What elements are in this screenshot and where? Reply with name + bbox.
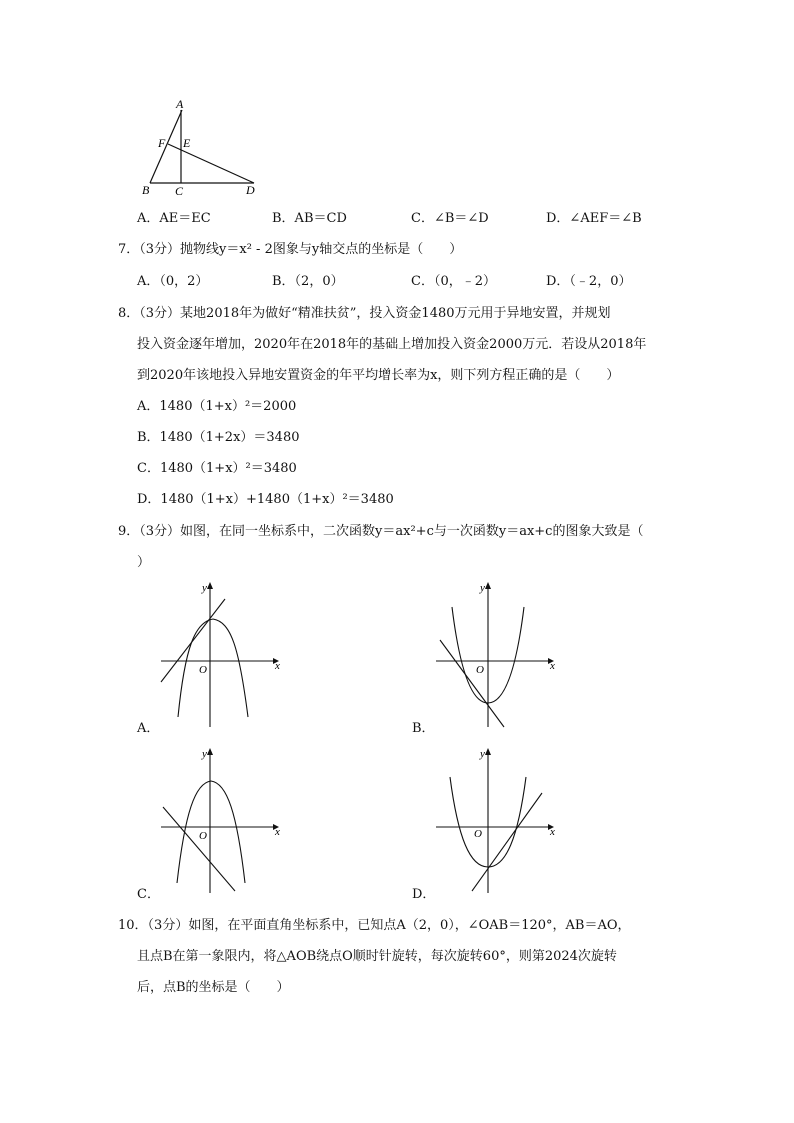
q6-option-b[interactable]: B．AB＝CD [272, 211, 347, 226]
graph-option-d[interactable] [432, 743, 562, 899]
graph-option-c[interactable] [155, 743, 285, 899]
question-10-line-1: 10．（3分）如图，在平面直角坐标系中，已知点A（2，0），∠OAB＝120°，AB＝AO， [118, 918, 631, 933]
origin-label: O [476, 664, 484, 676]
triangle-figure-q6 [138, 96, 268, 200]
axis-x-label: x [550, 826, 555, 838]
q9-option-d-label[interactable]: D． [412, 887, 436, 902]
q7-option-b[interactable]: B．（2，0） [272, 274, 344, 289]
question-9-line-2: ） [137, 555, 151, 570]
axis-y-label: y [202, 748, 207, 760]
question-10-line-3: 后，点B的坐标是（ ） [137, 980, 290, 995]
q9-option-a-label[interactable]: A． [137, 721, 160, 736]
q7-option-d[interactable]: D．（﹣2，0） [546, 274, 632, 289]
axis-y-label: y [202, 582, 207, 594]
question-8-line-3: 到2020年该地投入异地安置资金的年平均增长率为x，则下列方程正确的是（ ） [137, 368, 620, 383]
point-label-b: B [142, 183, 150, 197]
q6-option-c[interactable]: C．∠B＝∠D [411, 211, 489, 226]
question-9-line-1: 9．（3分）如图，在同一坐标系中，二次函数y＝ax²+c与一次函数y＝ax+c的图象大致是（ [118, 524, 644, 539]
origin-label: O [474, 828, 482, 840]
graph-option-b[interactable] [432, 577, 562, 733]
q8-option-a[interactable]: A．1480（1+x）²＝2000 [137, 399, 297, 414]
question-7-stem: 7．（3分）抛物线y＝x² - 2图象与y轴交点的坐标是（ ） [118, 242, 463, 257]
point-label-f: F [158, 136, 166, 150]
q6-option-a[interactable]: A．AE＝EC [137, 211, 211, 226]
q7-option-c[interactable]: C．（0，﹣2） [411, 274, 496, 289]
q8-option-b[interactable]: B．1480（1+2x）＝3480 [137, 430, 300, 445]
point-label-d: D [246, 183, 255, 197]
question-8-line-1: 8．（3分）某地2018年为做好“精准扶贫”，投入资金1480万元用于异地安置，并规划 [118, 306, 611, 321]
question-8-line-2: 投入资金逐年增加，2020年在2018年的基础上增加投入资金2000万元．若设从2018年 [137, 337, 647, 352]
q8-option-d[interactable]: D．1480（1+x）+1480（1+x）²＝3480 [137, 492, 394, 507]
point-label-e: E [183, 136, 191, 150]
q6-option-d[interactable]: D．∠AEF＝∠B [546, 211, 642, 226]
q7-option-a[interactable]: A．（0，2） [137, 274, 209, 289]
point-label-c: C [175, 184, 184, 198]
origin-label: O [199, 830, 207, 842]
axis-x-label: x [275, 826, 280, 838]
axis-x-label: x [550, 660, 555, 672]
point-label-a: A [176, 97, 184, 111]
q9-option-b-label[interactable]: B． [412, 721, 435, 736]
axis-x-label: x [275, 660, 280, 672]
axis-y-label: y [480, 582, 485, 594]
q9-option-c-label[interactable]: C． [137, 887, 160, 902]
origin-label: O [199, 664, 207, 676]
graph-option-a[interactable] [155, 577, 285, 733]
question-10-line-2: 且点B在第一象限内，将△AOB绕点O顺时针旋转，每次旋转60°，则第2024次旋转 [137, 949, 617, 964]
q8-option-c[interactable]: C．1480（1+x）²＝3480 [137, 461, 297, 476]
axis-y-label: y [480, 748, 485, 760]
